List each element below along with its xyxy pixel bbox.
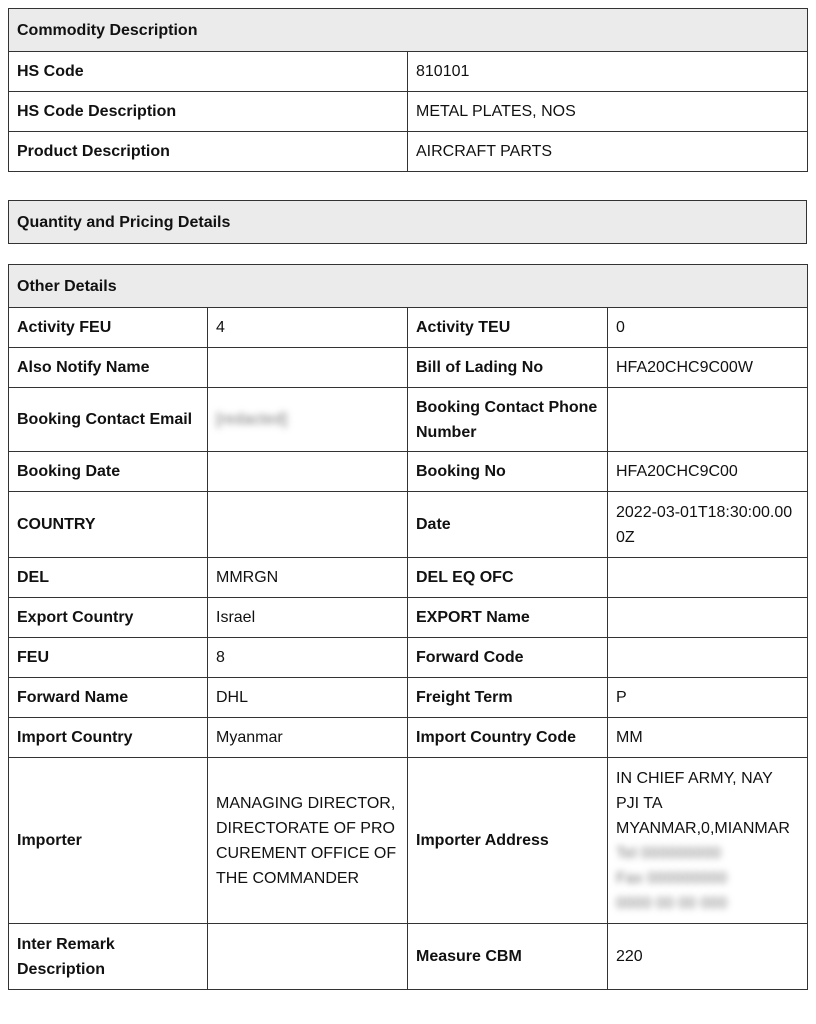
row-value (208, 492, 408, 558)
table-row (9, 308, 808, 348)
table-row (9, 52, 808, 92)
importer-address-cell (608, 758, 808, 924)
row-label: Forward Code (408, 638, 608, 678)
row-value: MM (608, 718, 808, 758)
row-label: DEL EQ OFC (408, 558, 608, 598)
row-label: Booking No (408, 452, 608, 492)
row-label: COUNTRY (9, 492, 208, 558)
row-label: Date (408, 492, 608, 558)
redacted-text: [redacted] (216, 411, 288, 428)
row-value: IN CHIEF ARMY, NAY PJI TA MYANMAR,0,MIANMAR (616, 769, 790, 837)
table-row (9, 492, 808, 558)
commodity-section-title: Commodity Description (9, 9, 808, 52)
redacted-value (208, 388, 408, 452)
table-row (9, 718, 808, 758)
row-label: Forward Name (9, 678, 208, 718)
row-label: HS Code Description (9, 92, 408, 132)
row-value: P (608, 678, 808, 718)
row-value (608, 558, 808, 598)
table-row (9, 92, 808, 132)
row-value (208, 348, 408, 388)
other-details-title: Other Details (9, 265, 808, 308)
row-value: METAL PLATES, NOS (408, 92, 808, 132)
table-row (9, 558, 808, 598)
row-label: Importer Address (408, 758, 608, 924)
table-row (9, 678, 808, 718)
row-label: Import Country Code (408, 718, 608, 758)
row-value (608, 388, 808, 452)
row-value: 810101 (408, 52, 808, 92)
row-label: HS Code (9, 52, 408, 92)
pricing-section-title: Quantity and Pricing Details (9, 201, 807, 244)
row-value (208, 924, 408, 990)
row-value: 2022-03-01T18:30:00.000Z (608, 492, 808, 558)
row-value (608, 638, 808, 678)
row-label: FEU (9, 638, 208, 678)
row-label: Export Country (9, 598, 208, 638)
row-value (208, 452, 408, 492)
row-label: EXPORT Name (408, 598, 608, 638)
row-label: Bill of Lading No (408, 348, 608, 388)
row-label: Import Country (9, 718, 208, 758)
table-row (9, 638, 808, 678)
row-value: HFA20CHC9C00 (608, 452, 808, 492)
row-label: Activity FEU (9, 308, 208, 348)
row-value: MMRGN (208, 558, 408, 598)
row-label: Also Notify Name (9, 348, 208, 388)
table-row (9, 758, 808, 924)
table-row (9, 598, 808, 638)
row-label: Inter Remark Description (9, 924, 208, 990)
table-row (9, 388, 808, 452)
row-value: 220 (608, 924, 808, 990)
row-label: Freight Term (408, 678, 608, 718)
row-label: Booking Contact Email (9, 388, 208, 452)
row-value: 4 (208, 308, 408, 348)
row-value: 8 (208, 638, 408, 678)
row-label: Importer (9, 758, 208, 924)
row-label: Product Description (9, 132, 408, 172)
table-row (9, 452, 808, 492)
row-value: Israel (208, 598, 408, 638)
row-value: MANAGING DIRECTOR,DIRECTORATE OF PROCUREMENT OFFICE OF THE COMMANDER (208, 758, 408, 924)
row-label: Activity TEU (408, 308, 608, 348)
row-value: HFA20CHC9C00W (608, 348, 808, 388)
redacted-text: Tel 000000000 Fax 000000000 0000 00 00 000 (616, 844, 728, 912)
pricing-section (8, 200, 807, 244)
row-value: 0 (608, 308, 808, 348)
row-label: Booking Date (9, 452, 208, 492)
row-label: Measure CBM (408, 924, 608, 990)
table-row (9, 348, 808, 388)
row-value: DHL (208, 678, 408, 718)
commodity-section (8, 8, 807, 172)
row-value: Myanmar (208, 718, 408, 758)
other-details-section (8, 264, 807, 990)
row-value (608, 598, 808, 638)
row-value: AIRCRAFT PARTS (408, 132, 808, 172)
row-label: DEL (9, 558, 208, 598)
table-row (9, 132, 808, 172)
table-row (9, 924, 808, 990)
row-label: Booking Contact Phone Number (408, 388, 608, 452)
